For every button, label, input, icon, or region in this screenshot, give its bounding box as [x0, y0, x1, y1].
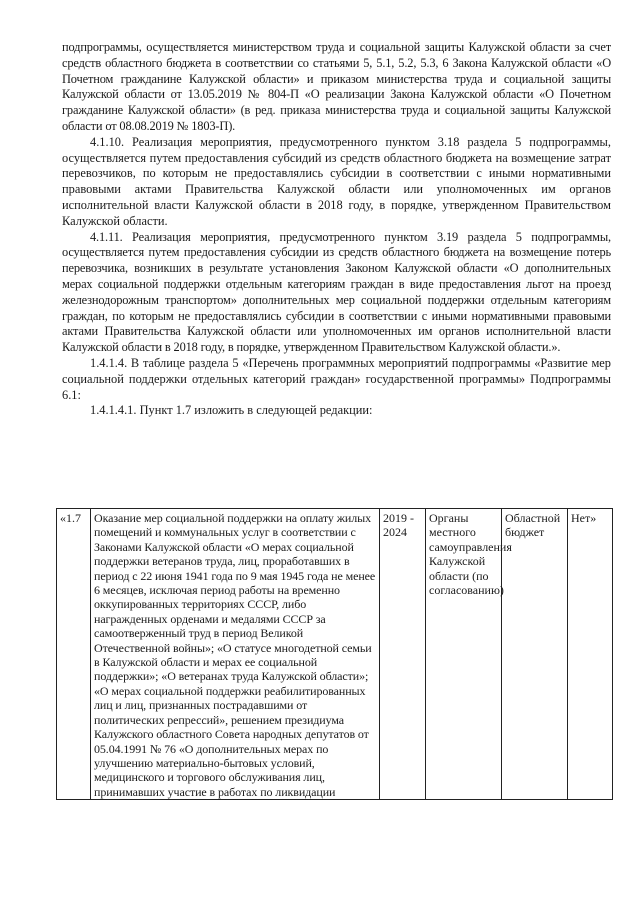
row-period: 2019 - 2024 [380, 509, 426, 800]
row-number: «1.7 [57, 509, 91, 800]
table-row [57, 509, 613, 800]
program-table [56, 508, 613, 800]
row-amount: Нет» [568, 509, 613, 800]
paragraph-4-1-11: 4.1.11. Реализация мероприятия, предусмотренного пунктом 3.19 раздела 5 подпрограммы, осуществляется путем предоставления субсидии из средств областного бюджета на возмещение потерь перевозчика, возникших в результате установления Законом Калужской области «О дополнительных мерах социальной поддержки отдельным категориям граждан в виде предоставления льгот на проезд железнодорожным транспортом» дополнительных мер социальной поддержки отдельным категориям граждан, по которым не предоставлялись субсидии в соответствии с иными нормативными правовыми актами Правительства Калужской области или уполномоченных им органов исполнительной власти Калужской области в 2018 году, в порядке, утвержденном Правительством Калужской области.». [62, 229, 611, 355]
paragraph-continuation: подпрограммы, осуществляется министерством труда и социальной защиты Калужской области за счет средств областного бюджета в соответствии со статьями 5, 5.1, 5.2, 5.3, 6 Закона Калужской области «О Почетном гражданине Калужской области» и приказом министерства труда и социальной защиты Калужской области от 13.05.2019 № 804-П «О реализации Закона Калужской области «О Почетном гражданине Калужской области» (в ред. приказа министерства труда и социальной защиты Калужской области от 08.08.2019 № 1803-П). [62, 40, 611, 133]
row-executor: Органы местного самоуправления Калужской области (по согласованию) [426, 509, 502, 800]
paragraph-1-4-1-4-1: 1.4.1.4.1. Пункт 1.7 изложить в следующей редакции: [90, 403, 373, 418]
row-description: Оказание мер социальной поддержки на оплату жилых помещений и коммунальных услуг в соответствии с Законами Калужской области «О мерах социальной поддержки ветеранов труда, лиц, проработавших в период с 22 июня 1941 года по 9 мая 1945 года не менее 6 месяцев, исключая период работы на временно оккупированных территориях СССР, либо награжденных орденами и медалями СССР за самоотверженный труд в период Великой Отечественной войны»; «О статусе многодетной семьи в Калужской области и мерах ее социальной поддержки»; «О ветеранах труда Калужской области»; «О мерах социальной поддержки реабилитированных лиц и лиц, признанных пострадавшими от политических репрессий», решением президиума Калужского областного Совета народных депутатов от 05.04.1991 № 76 «О дополнительных мерах по улучшению материально-бытовых условий, медицинского и торгового обслуживания лиц, принимавших участие в работах по ликвидации [91, 509, 380, 800]
document-body [62, 40, 611, 419]
paragraph-4-1-10: 4.1.10. Реализация мероприятия, предусмотренного пунктом 3.18 раздела 5 подпрограммы, осуществляется путем предоставления субсидий из средств областного бюджета на возмещение затрат перевозчиков, по которым не предоставлялись субсидии в соответствии с иными нормативными правовыми актами Правительства Калужской области или уполномоченных им органов исполнительной власти Калужской области в 2018 году, в порядке, утвержденном Правительством Калужской области. [62, 134, 611, 228]
row-funding-source: Областной бюджет [502, 509, 568, 800]
paragraph-1-4-1-4: 1.4.1.4. В таблице раздела 5 «Перечень программных мероприятий подпрограммы «Развитие мер социальной поддержки отдельных категорий граждан» государственной программы» Подпрограммы 6.1: [62, 355, 611, 402]
